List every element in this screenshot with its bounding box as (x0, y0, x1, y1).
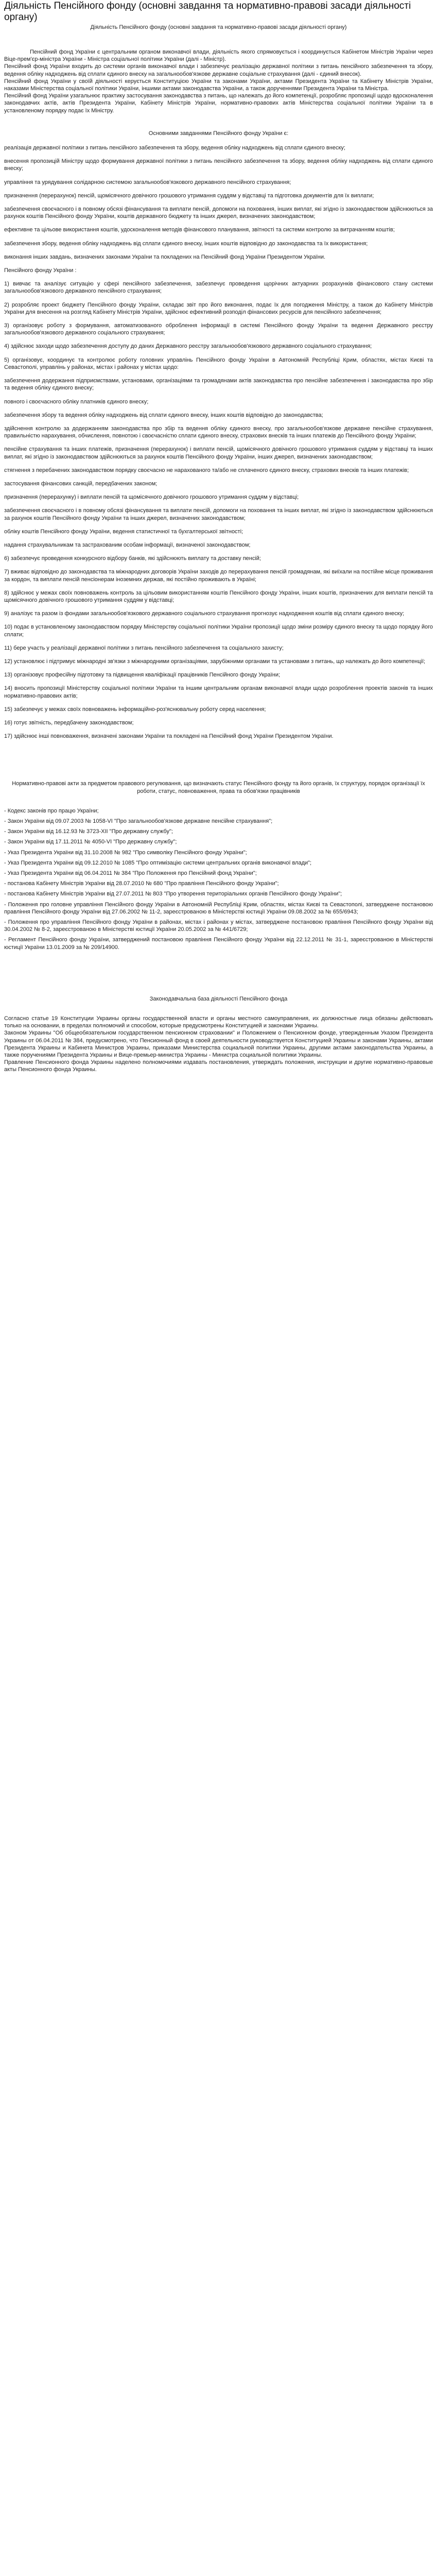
task-item: 6) забезпечує проведення конкурсного відбору банків, які здійснюють виплату та доставку пенсій; (4, 555, 261, 562)
legal-paragraphs (4, 1015, 433, 1074)
intro-paragraph: Пенсійний фонд України узагальнює практику застосування законодавства з питань, що належать до його компетенції, розробляє пропозиції щодо вдосконалення законодавчих актів, актів Президента України, Кабінету Міністрів України, нормативно-правових актів Міністерства соціальної політики України та в установленому порядку подає їх Міністру. (4, 93, 433, 114)
task-item: 7) вживає відповідно до законодавства та міжнародних договорів України заходів до перерахування пенсій громадянам, які виїхали на постійне місце проживання за кордон, та виплати пенсій пенсіонерам іноземних держав, які постійно проживають в Україні; (4, 569, 433, 583)
task-item: забезпечення своєчасного і в повному обсязі фінансування та виплати пенсій, допомоги на поховання та інших виплат, які згідно із законодавством здійснюються за рахунок коштів Пенсійного фонду України та інших джерел, визначених законодавством; (4, 507, 433, 521)
task-item: надання страхувальникам та застрахованим особам інформації, визначеної законодавством; (4, 541, 251, 548)
doc-item: - Указ Президента України від 31.10.2008 № 982 "Про символіку Пенсійного фонду України"; (4, 849, 247, 856)
doc-item: - Закон України від 16.12.93 № 3723-XII "Про державну службу"; (4, 828, 173, 835)
doc-item: - Положення про управління Пенсійного фонду України в районах, містах і районах у містах, затверджене постановою правління Пенсійного фонду України від 30.04.2002 № 8-2, зареєстрованою в Міністерстві юстиції України 20.05.2002 за № 441/6729; (4, 919, 433, 933)
task-item: 8) здійснює у межах своїх повноважень контроль за цільовим використанням коштів Пенсійного фонду України, інших коштів, призначених для виплати пенсій та щомісячного довічного грошового утримання суддям у відставці; (4, 589, 433, 603)
docs-heading: Нормативно-правові акти за предметом правового регулювання, що визначають статус Пенсійного фонду та його органів, їх структуру, порядок організації їх роботи, статус, повноваження, права та обов'язки працівників (12, 781, 425, 794)
task-item: призначення (перерахунку) і виплати пенсій та щомісячного довічного грошового утримання суддям у відставці; (4, 494, 299, 501)
doc-item: - Указ Президента України від 06.04.2011 № 384 "Про Положення про Пенсійний фонд України"; (4, 870, 257, 877)
doc-item: - Кодекс законів про працю України; (4, 807, 99, 814)
legal-paragraph: Законом Украины "Об общеобязательном государственном пенсионном страховании" и Положением о Пенсионном фонде, утвержденным Указом Президента Украины от 06.04.2011 № 384, предусмотрено, что Пенсионный фонд в своей деятельности руководствуется Конституцией Украины и законами Украины, актами Президента Украины и Кабинета Министров Украины, приказами Министерства социальной политики Украины, другими актами законодательства Украины, а также поручениями Президента Украины и Вице-премьер-министра Украины - Министра социальной политики Украины. (4, 1030, 433, 1059)
task-item: 15) забезпечує у межах своїх повноважень інформаційно-роз'яснювальну роботу серед населення; (4, 706, 266, 713)
doc-item: - Закон України від 09.07.2003 № 1058-VI "Про загальнообов'язкове державне пенсійне страхування"; (4, 818, 273, 824)
page-title: Діяльність Пенсійного фонду (основні завдання та нормативно-правові засади діяльності органу) (4, 1, 411, 23)
task-item: застосування фінансових санкцій, передбачених законом; (4, 480, 158, 487)
legal-section (4, 995, 433, 1074)
doc-item: - Регламент Пенсійного фонду України, затверджений постановою правління Пенсійного фонду України від 22.12.2011 № 31-1, зареєстрованою в Міністерстві юстиції України 13.01.2009 за № 209/14900. (4, 937, 433, 951)
task-item: пенсійне страхування та інших платежів, призначення (перерахунок) і виплати пенсій, щомісячного довічного грошового утримання суддям у відставці та інших виплат, які згідно із законодавством здійснюються за рахунок коштів Пенсійного фонду України, інших джерел, визначених законодавством; (4, 446, 433, 460)
tasks-list (4, 144, 433, 740)
task-item: ефективне та цільове використання коштів, удосконалення методів фінансового планування, звітності та системи контролю за витрачанням коштів; (4, 227, 395, 233)
task-item: забезпечення збору та ведення обліку надходжень від сплати єдиного внеску, інших коштів відповідно до законодавства; (4, 412, 323, 418)
intro-paragraph: Пенсійний фонд України входить до системи органів виконавчої влади і забезпечує реалізацію державної політики з питань пенсійного забезпечення та збору, ведення обліку надходжень від сплати єдиного внеску на загальнообов'язкове державне соціальне страхування (далі - єдиний внесок). (4, 63, 433, 77)
task-item: стягнення з перебачених законодавством порядку своєчасно не нарахованого та/або не сплаченого єдиного внеску, страхових внесків та інших платежів; (4, 467, 409, 473)
legal-paragraph: Согласно статье 19 Конституции Украины органы государственной власти и органы местного самоуправления, их должностные лица обязаны действовать только на основании, в пределах полномочий и способом, которые предусмотрены Конституцией и законами Украины. (4, 1015, 433, 1029)
legal-paragraph: Правление Пенсионного фонда Украины наделено полномочиями издавать постановления, утверждать положения, инструкции и другие нормативно-правовые акты Пенсионного фонда Украины. (4, 1059, 433, 1073)
task-item: реалізація державної політики з питань пенсійного забезпечення та збору, ведення обліку надходжень від сплати єдиного внеску; (4, 145, 345, 151)
doc-item: - постанова Кабінету Міністрів України від 28.07.2010 № 680 "Про правління Пенсійного фонду України"; (4, 880, 279, 887)
task-item: 1) вивчає та аналізує ситуацію у сфері пенсійного забезпечення, забезпечує проведення щорічних актуарних розрахунків фінансового стану системи загальнообов'язкового державного пенсійного страхування; (4, 281, 433, 295)
doc-item: - Указ Президента України від 09.12.2010 № 1085 "Про оптимізацію системи центральних органів виконавчої влади"; (4, 859, 312, 866)
document-page (0, 0, 436, 1074)
task-item: 16) готує звітність, передбачену законодавством; (4, 719, 134, 726)
task-item: управління та урядування солідарною системою загальнообов'язкового державного пенсійного страхування; (4, 179, 291, 185)
doc-item: - постанова Кабінету Міністрів України від 27.07.2011 № 803 "Про утворення територіальних органів Пенсійного фонду України"; (4, 891, 342, 897)
task-item: 10) подає в установленому законодавством порядку Міністерству соціальної політики України пропозиції щодо зміни розміру єдиного внеску та щодо порядку його сплати; (4, 624, 433, 638)
task-item: 5) організовує, координує та контролює роботу головних управлінь Пенсійного фонду України в Автономній Республіці Крим, областях, містах Києві та Севастополі, управлінь у районах, містах і районах у містах щодо: (4, 357, 433, 370)
intro-paragraph: Пенсійний фонд України у своїй діяльності керується Конституцією України та законами України, актами Президента України та Кабінету Міністрів України, наказами Міністерства соціальної політики України, іншими актами законодавства України, а також дорученнями Президента України та Міністра. (4, 78, 433, 92)
task-item: виконання інших завдань, визначених законами України та покладених на Пенсійний фонд України Президентом України. (4, 253, 326, 260)
doc-item: - Положення про головне управління Пенсійного фонду України в Автономній Республіці Крим, областях, містах Києві та Севастополі, затверджене постановою правління Пенсійного фонду України від 27.06.2002 № 11-2, зареєстрованою в Міністерстві юстиції України 09.08.2002 за № 655/6943; (4, 901, 433, 915)
task-item: забезпечення додержання підприємствами, установами, організаціями та громадянами актів законодавства про пенсійне забезпечення і законодавства про збір та ведення обліку єдиного внеску; (4, 378, 433, 392)
legal-heading: Законодавчальна база діяльності Пенсійного фонда (149, 995, 288, 1002)
task-item: забезпечення збору, ведення обліку надходжень від сплати єдиного внеску, інших коштів відповідно до законодавства та їх використання; (4, 240, 368, 247)
task-item: 12) установлює і підтримує міжнародні зв'язки з міжнародними організаціями, зарубіжними органами та установами з питань, що належать до його компетенції; (4, 658, 426, 665)
task-item: 3) організовує роботу з формування, автоматизованого оброблення інформації в системі Пенсійного фонду України та ведення Державного реєстру загальнообов'язкового державного соціального страхування; (4, 323, 433, 336)
page-subtitle: Діяльність Пенсійного фонду (основні завдання та нормативно-правові засади діяльності органу) (90, 24, 347, 30)
task-item: внесення пропозицій Міністру щодо формування державної політики з питань пенсійного забезпечення та збору, ведення обліку надходжень від сплати єдиного внеску; (4, 158, 433, 172)
intro-section (4, 48, 433, 114)
docs-list (4, 807, 433, 951)
task-item: 14) вносить пропозиції Міністерству соціальної політики України та іншим центральним органам виконавчої влади щодо розроблення проектів законів та інших нормативно-правових актів; (4, 685, 433, 699)
task-item: 17) здійснює інші повноваження, визначені законами України та покладені на Пенсійний фонд України Президентом України. (4, 733, 334, 740)
task-item: здійснення контролю за додержанням законодавства про збір та ведення обліку єдиного внеску, про загальнообов'язкове державне пенсійне страхування, правильністю нарахування, обчислення, повнотою і своєчасністю сплати єдиного внеску, страхових внесків та інших платежів до Пенсійного фонду України; (4, 425, 433, 439)
task-item: призначення (перерахунок) пенсій, щомісячного довічного грошового утримання суддям у відставці та підготовка документів для їх виплати; (4, 192, 374, 199)
task-item: Пенсійного фонду України : (4, 267, 77, 274)
task-item: 9) аналізує та разом із фондами загальнообов'язкового державного соціального страхування прогнозує надходження коштів від сплати єдиного внеску; (4, 611, 405, 617)
task-item: 13) організовує професійну підготовку та підвищення кваліфікації працівників Пенсійного фонду України; (4, 672, 281, 679)
intro-paragraph: Пенсійний фонд України є центральним органом виконавчої влади, діяльність якого спрямовується і координується Кабінетом Міністрів України через Віце-прем'єр-міністра України - Міністра соціальної політики України (далі - Міністр). (4, 49, 433, 63)
doc-item: - Закон України від 17.11.2011 № 4050-VI "Про державну службу"; (4, 839, 177, 845)
task-item: 4) здійснює заходи щодо забезпечення доступу до даних Державного реєстру загальнообов'язкового державного соціального страхування; (4, 343, 372, 350)
tasks-heading: Основними завданнями Пенсійного фонду України є: (148, 130, 289, 137)
task-item: обліку коштів Пенсійного фонду України, ведення статистичної та бухгалтерської звітності; (4, 528, 243, 535)
task-item: повного і своєчасного обліку платників єдиного внеску; (4, 398, 149, 405)
task-item: 11) бере участь у реалізації державної політики з питань пенсійного забезпечення та соціального захисту; (4, 645, 284, 651)
task-item: 2) розробляє проект бюджету Пенсійного фонду України, складає звіт про його виконання, подає їх для погодження Міністру, а також до Кабінету Міністрів України для внесення на розгляд Кабінету Міністрів України, здійснює ефективний розподіл фінансових ресурсів для пенсійного забезпечення; (4, 301, 433, 315)
task-item: забезпечення своєчасного і в повному обсязі фінансування та виплати пенсій, допомоги на поховання, інших виплат, які згідно із законодавством здійснюються за рахунок коштів Пенсійного фонду України, коштів державного бюджету та інших джерел, визначених законодавством; (4, 206, 433, 220)
